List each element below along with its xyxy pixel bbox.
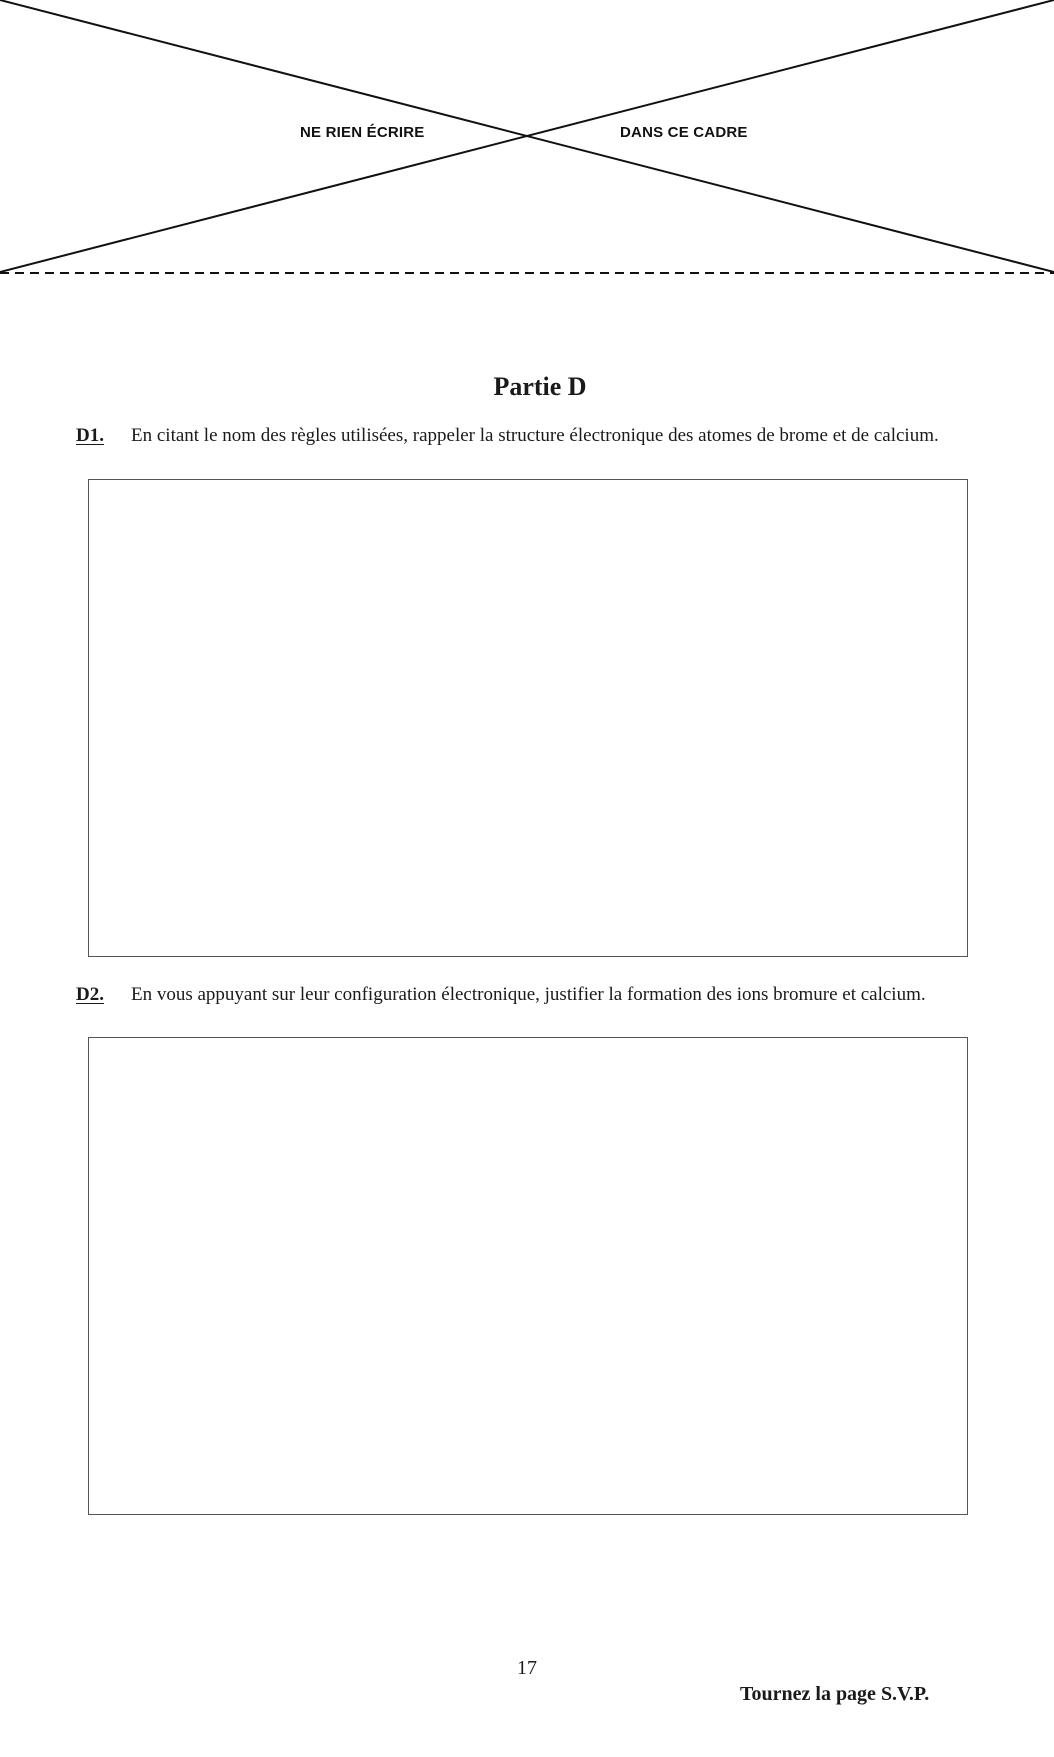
page-number: 17 [517, 1657, 537, 1679]
turn-page-note: Tournez la page S.V.P. [740, 1683, 930, 1705]
no-writing-label-left: NE RIEN ÉCRIRE [300, 124, 425, 141]
question-number: D1. [76, 425, 104, 446]
part-title: Partie D [493, 372, 587, 401]
question-d2 [76, 983, 977, 1007]
no-writing-zone-cross [0, 0, 1054, 280]
no-writing-label-right: DANS CE CADRE [620, 124, 748, 141]
question-d1 [76, 424, 977, 448]
answer-box-d2[interactable] [88, 1037, 968, 1515]
question-text: En vous appuyant sur leur configuration électronique, justifier la formation des ions bromure et calcium. [131, 984, 926, 1005]
question-text: En citant le nom des règles utilisées, rappeler la structure électronique des atomes de brome et de calcium. [131, 425, 939, 446]
answer-box-d1[interactable] [88, 479, 968, 957]
question-number: D2. [76, 984, 104, 1005]
